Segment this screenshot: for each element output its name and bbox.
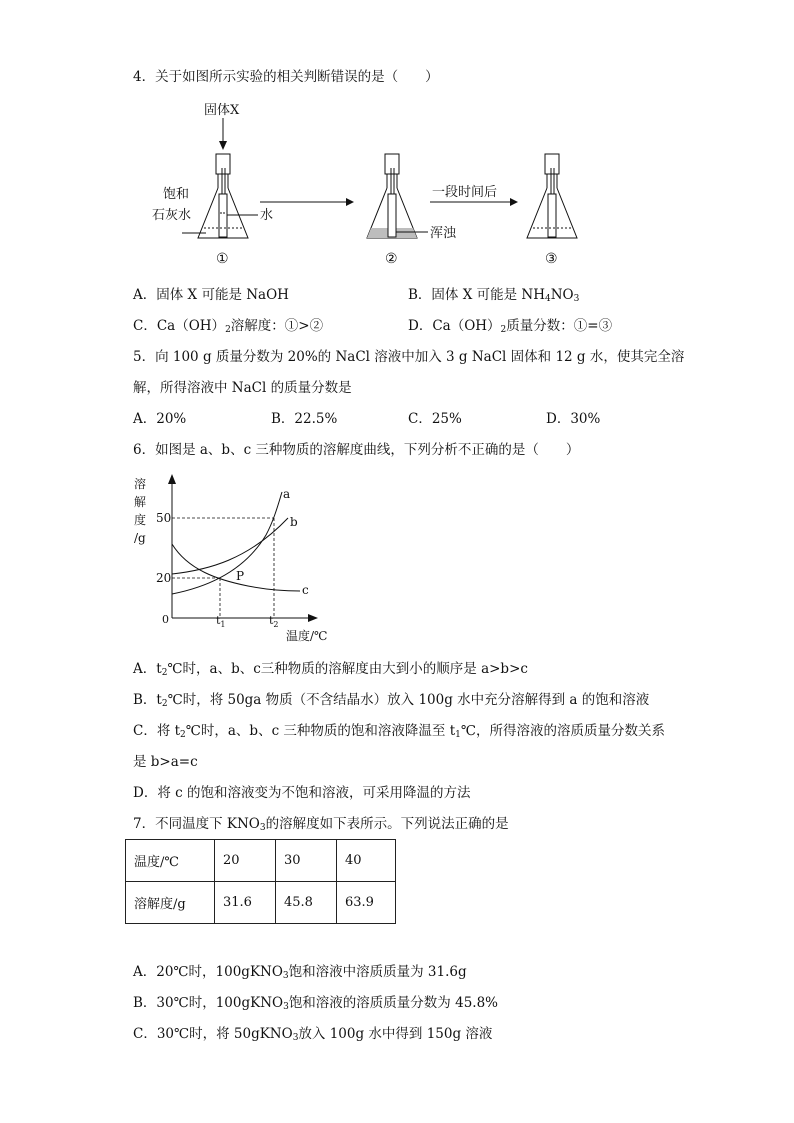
- table-cell: 30: [276, 840, 337, 882]
- curve-c-label: c: [302, 583, 309, 597]
- q7-option-b: B．30℃时，100gKNO$_3$饱和溶液的溶质质量分数为 45.8%: [133, 995, 498, 1012]
- point-p-label: P: [236, 569, 245, 583]
- table-cell: 溶解度/g: [126, 882, 215, 924]
- flask-1-icon: [198, 154, 248, 238]
- q6-option-d: D．将 c 的饱和溶液变为不饱和溶液，可采用降温的方法: [133, 785, 471, 801]
- flask-3-icon: [527, 154, 577, 238]
- flask-2-icon: [367, 154, 417, 238]
- table-cell: 温度/℃: [126, 840, 215, 882]
- table-row: [126, 840, 396, 882]
- y-label-3: 度: [134, 513, 147, 527]
- water-label: 水: [260, 208, 274, 223]
- table-cell: 63.9: [337, 882, 396, 924]
- curve-b-label: b: [290, 515, 298, 529]
- x-label: 温度/℃: [286, 629, 328, 643]
- label-3: ③: [545, 251, 558, 267]
- solubility-table: [125, 839, 396, 924]
- q4-option-b: B．固体 X 可能是 $NH_4NO_3$: [408, 287, 580, 304]
- q4-stem: 4．关于如图所示实验的相关判断错误的是（ ）: [133, 69, 439, 85]
- q5-option-b: B．22.5%: [271, 411, 338, 427]
- after-time-label: 一段时间后: [432, 185, 498, 200]
- solid-x-label: 固体X: [204, 103, 240, 118]
- y-label-4: /g: [134, 531, 146, 545]
- label-1: ①: [216, 251, 229, 267]
- t1-label: $t_1$: [216, 614, 226, 629]
- limewater-label: 石灰水: [152, 208, 192, 223]
- table-row: [126, 882, 396, 924]
- q4-option-a: A．固体 X 可能是 NaOH: [133, 287, 289, 303]
- label-2: ②: [385, 251, 398, 267]
- q5-option-a: A．20%: [133, 411, 187, 427]
- table-cell: 31.6: [215, 882, 276, 924]
- q6-option-b: B．$t_2℃$时，将 50ga 物质（不含结晶水）放入 100g 水中充分溶解得到 a 的饱和溶液: [133, 692, 650, 709]
- q7-stem: 7．不同温度下 $KNO_3$的溶解度如下表所示。下列说法正确的是: [133, 816, 509, 833]
- curve-a: [172, 492, 282, 594]
- q6-option-c: C．将 $t_2℃$时，a、b、c 三种物质的饱和溶液降温至 $t_1℃$，所得溶液的溶质质量分数关系: [133, 723, 665, 740]
- saturated-label: 饱和: [163, 187, 190, 202]
- q5-line2: 解，所得溶液中 NaCl 的质量分数是: [133, 380, 352, 396]
- y-tick-50: 50: [156, 511, 172, 525]
- q6-option-a: A．$t_2℃$时，a、b、c三种物质的溶解度由大到小的顺序是 a>b>c: [133, 661, 528, 678]
- q5-option-c: C．25%: [408, 411, 462, 427]
- q4-figure: [150, 98, 630, 270]
- q5-line1: 5．向 100 g 质量分数为 20%的 NaCl 溶液中加入 3 g NaCl 固体和 12 g 水，使其完全溶: [133, 349, 685, 365]
- y-label-1: 溶: [134, 477, 147, 491]
- q7-option-a: A．20℃时，100gKNO$_3$饱和溶液中溶质质量为 31.6g: [133, 964, 467, 981]
- table-cell: 40: [337, 840, 396, 882]
- table-cell: 20: [215, 840, 276, 882]
- solubility-graph: [128, 470, 328, 646]
- q6-stem: 6．如图是 a、b、c 三种物质的溶解度曲线，下列分析不正确的是（ ）: [133, 442, 580, 458]
- q4-option-d: D．$Ca(OH)_2$质量分数：①=③: [408, 318, 613, 335]
- q7-option-c: C．30℃时，将 50gKNO$_3$放入 100g 水中得到 150g 溶液: [133, 1026, 493, 1043]
- origin-label: 0: [162, 613, 169, 626]
- q4-option-c: C．$Ca(OH)_2$溶解度：①>②: [133, 318, 324, 335]
- q5-option-d: D．30%: [546, 411, 601, 427]
- y-label-2: 解: [134, 495, 147, 509]
- t2-label: $t_2$: [269, 614, 279, 629]
- q6-option-c-line2: 是 b>a=c: [133, 754, 198, 770]
- curve-a-label: a: [283, 487, 291, 501]
- y-tick-20: 20: [156, 571, 172, 585]
- turbid-label: 浑浊: [430, 226, 457, 241]
- table-cell: 45.8: [276, 882, 337, 924]
